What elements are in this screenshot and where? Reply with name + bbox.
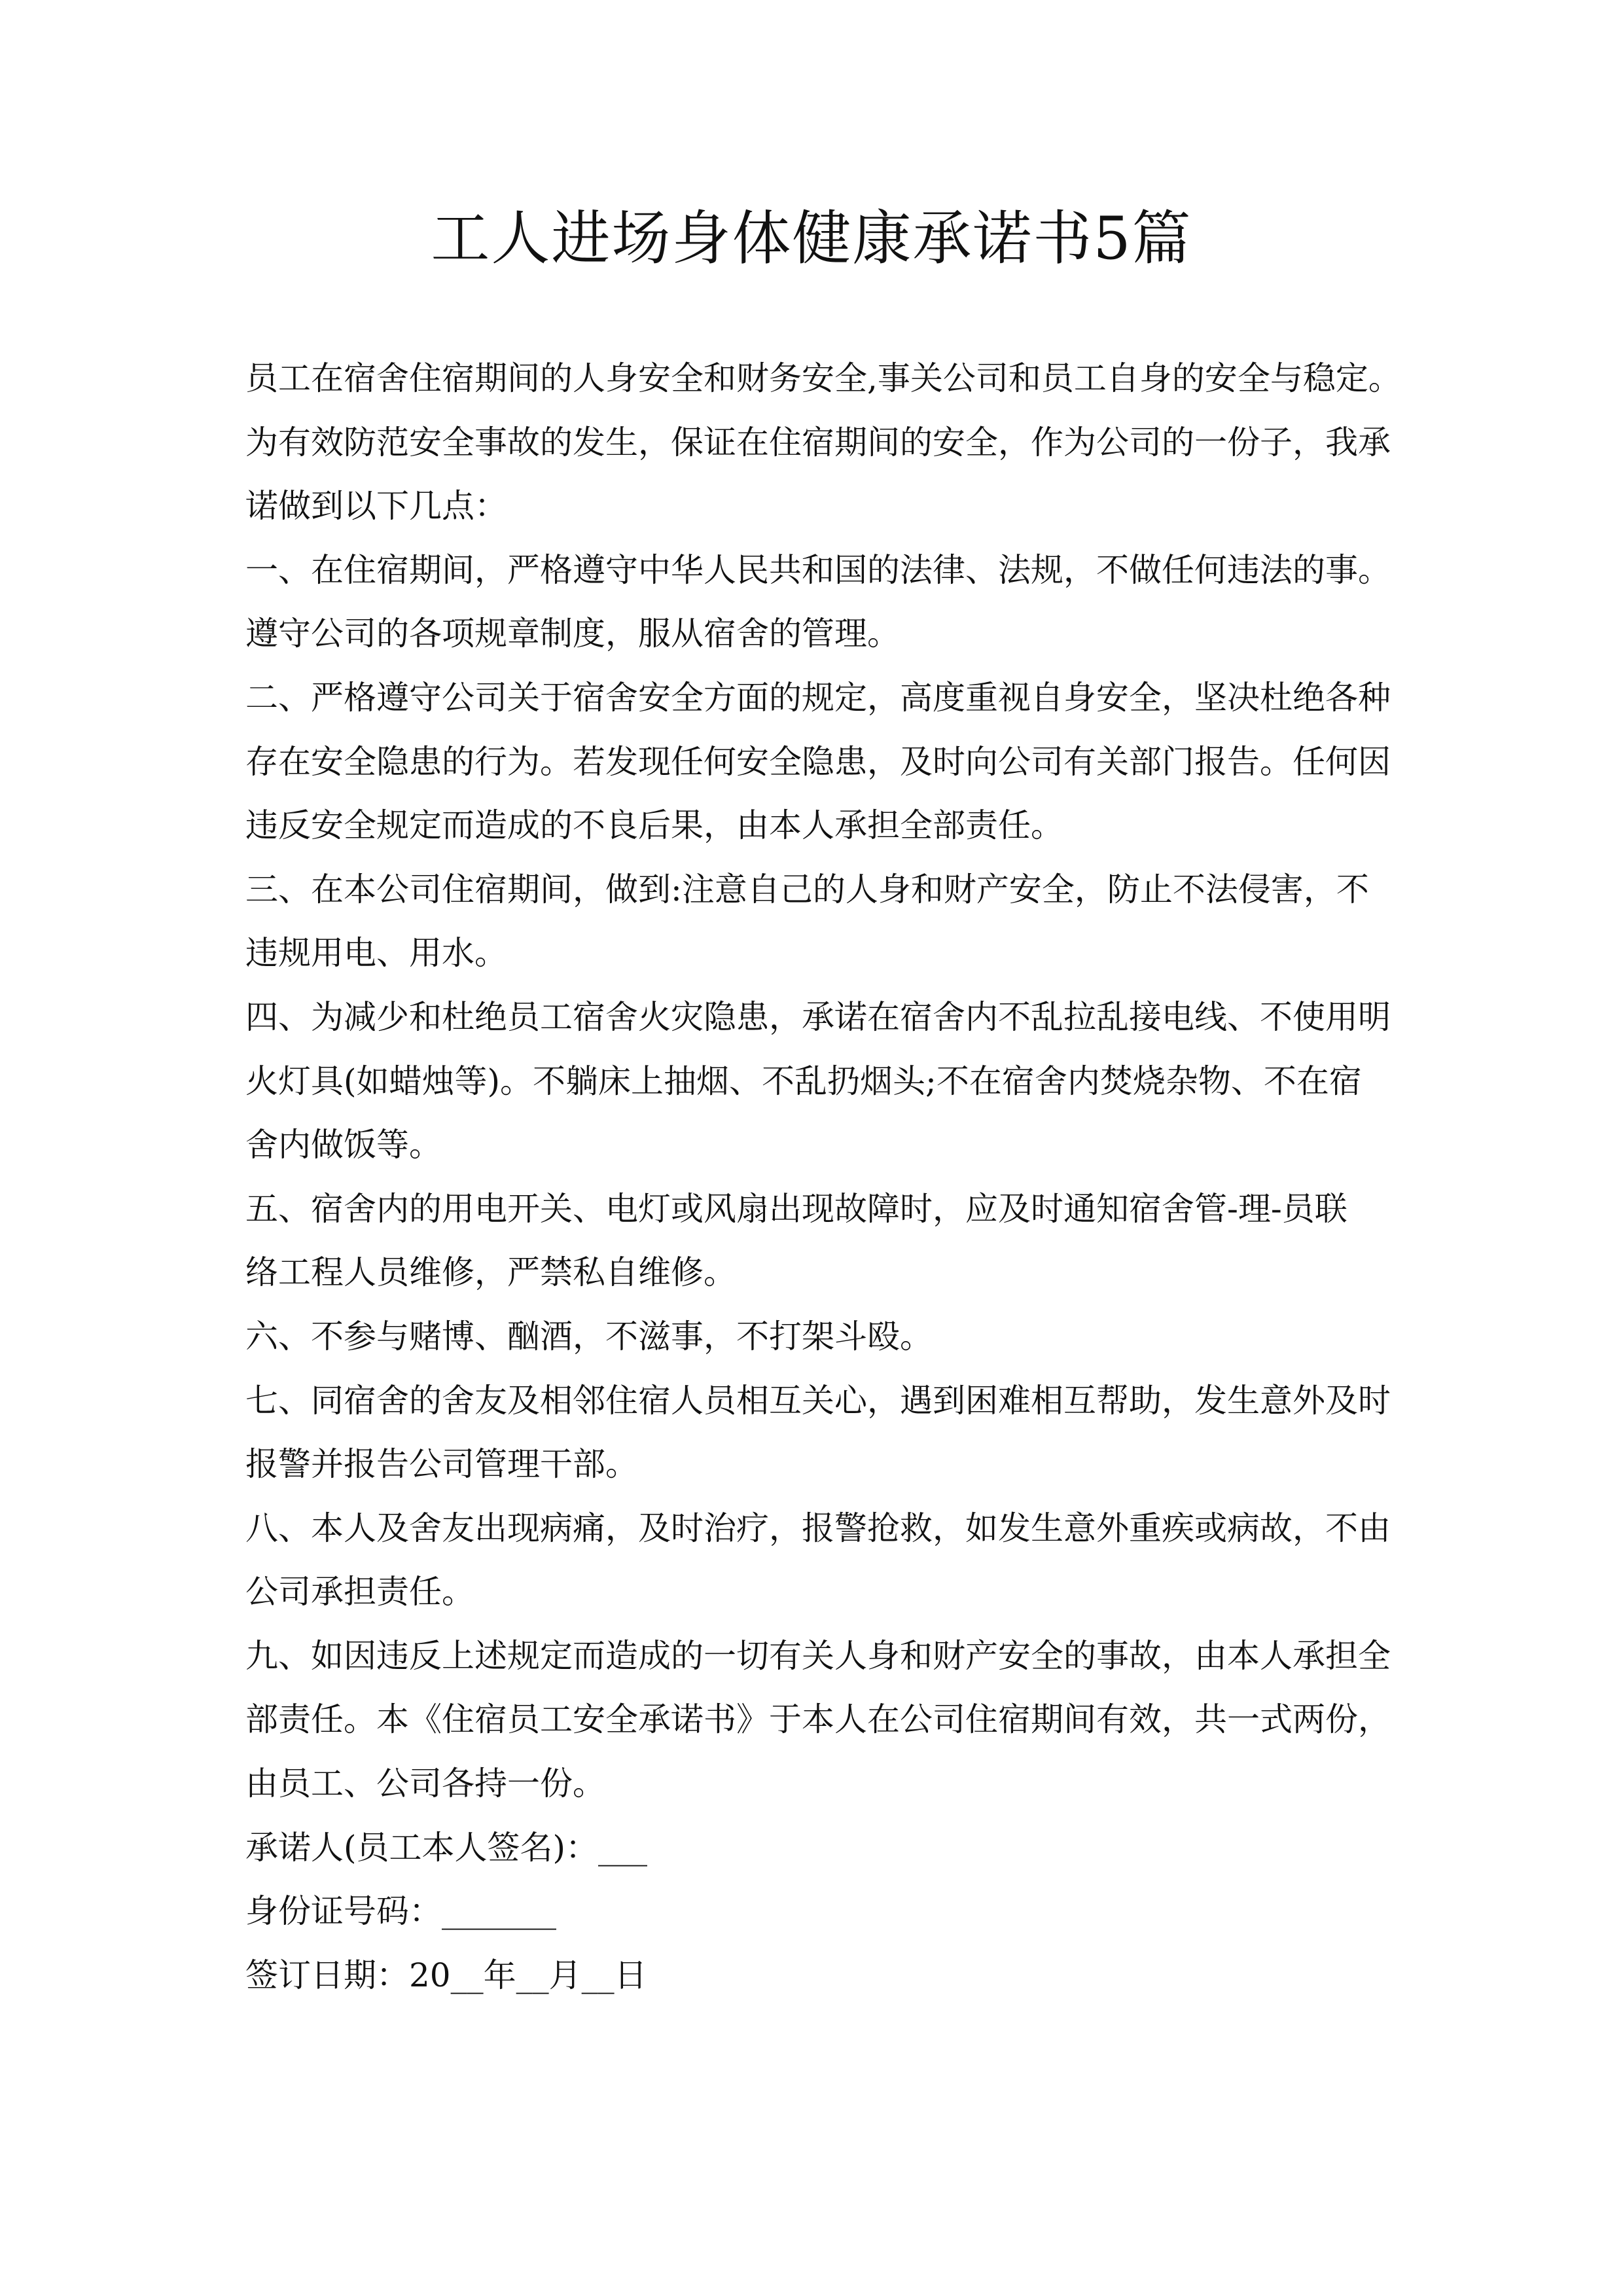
body-line: 三、在本公司住宿期间，做到:注意自己的人身和财产安全，防止不法侵害，不 xyxy=(245,870,1369,908)
body-line: 舍内做饭等。 xyxy=(245,1126,442,1164)
body-line: 违规用电、用水。 xyxy=(245,934,507,973)
body-line: 报警并报告公司管理干部。 xyxy=(245,1445,638,1484)
body-line: 遵守公司的各项规章制度，服从宿舍的管理。 xyxy=(245,615,900,653)
body-line: 二、严格遵守公司关于宿舍安全方面的规定，高度重视自身安全，坚决杜绝各种 xyxy=(245,678,1391,717)
body-line: 违反安全规定而造成的不良后果，由本人承担全部责任。 xyxy=(245,806,1063,845)
body-line: 诺做到以下几点： xyxy=(245,487,507,526)
body-line: 签订日期：20__年__月__日 xyxy=(245,1956,647,1994)
body-line: 四、为减少和杜绝员工宿舍火灾隐患，承诺在宿舍内不乱拉乱接电线、不使用明 xyxy=(245,997,1391,1036)
body-line: 六、不参与赌博、酗酒，不滋事，不打架斗殴。 xyxy=(245,1317,933,1355)
body-line: 由员工、公司各持一份。 xyxy=(245,1765,605,1803)
body-line: 存在安全隐患的行为。若发现任何安全隐患，及时向公司有关部门报告。任何因 xyxy=(245,742,1391,781)
body-line: 承诺人(员工本人签名)：___ xyxy=(245,1828,648,1867)
body-line: 公司承担责任。 xyxy=(245,1573,474,1611)
body-line: 一、在住宿期间，严格遵守中华人民共和国的法律、法规，不做任何违法的事。 xyxy=(245,550,1391,589)
body-line: 五、宿舍内的用电开关、电灯或风扇出现故障时，应及时通知宿舍管-理-员联 xyxy=(245,1189,1347,1228)
body-line: 九、如因违反上述规定而造成的一切有关人身和财产安全的事故，由本人承担全 xyxy=(245,1636,1391,1675)
body-line: 部责任。本《住宿员工安全承诺书》于本人在公司住宿期间有效，共一式两份， xyxy=(245,1700,1391,1739)
document-title: 工人进场身体健康承诺书5篇 xyxy=(431,204,1192,273)
body-line: 火灯具(如蜡烛等)。不躺床上抽烟、不乱扔烟头;不在宿舍内焚烧杂物、不在宿 xyxy=(245,1062,1362,1100)
body-line: 八、本人及舍友出现病痛，及时治疗，报警抢救，如发生意外重疾或病故，不由 xyxy=(245,1509,1391,1547)
body-line: 七、同宿舍的舍友及相邻住宿人员相互关心，遇到困难相互帮助，发生意外及时 xyxy=(245,1381,1391,1420)
body-line: 为有效防范安全事故的发生，保证在住宿期间的安全，作为公司的一份子，我承 xyxy=(245,423,1391,461)
body-line: 络工程人员维修，严禁私自维修。 xyxy=(245,1253,736,1292)
body-line: 身份证号码：_______ xyxy=(245,1892,556,1931)
document-body xyxy=(245,347,1410,2007)
body-line: 员工在宿舍住宿期间的人身安全和财务安全,事关公司和员工自身的安全与稳定。 xyxy=(245,359,1401,397)
